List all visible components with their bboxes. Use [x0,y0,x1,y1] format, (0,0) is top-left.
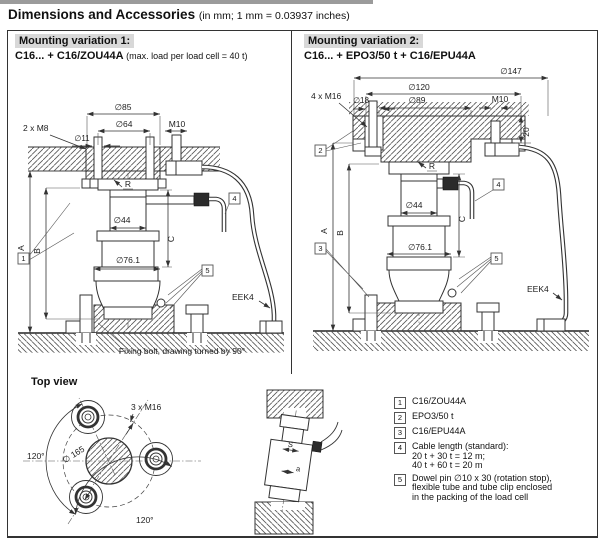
ceiling-and-plate [349,101,529,162]
cable-connector [194,193,209,206]
panel-divider [291,31,292,374]
cable-and-tube [458,147,566,331]
legend-number: 1 [394,397,406,409]
dim-d89: ∅89 [408,95,426,105]
dim-d147: ∅147 [500,66,522,76]
dim-d44: ∅44 [405,200,423,210]
dim-c: C [457,215,467,223]
dim-4xm16: 4 x M16 [311,91,342,101]
cable-connector [443,177,458,190]
cable-wires [321,422,342,450]
dim-d11: ∅11 [74,134,90,143]
dim-a: A [319,228,329,234]
label-eek4: EEK4 [232,292,254,302]
label-r: R [428,161,436,171]
page-title [8,7,350,22]
legend-item-4 [394,442,594,471]
angle-bottom-label: 120° [136,515,154,525]
legend-item-5 [394,474,594,503]
label-eek4: EEK4 [527,284,549,294]
ref-4: 4 [232,194,237,203]
page-title-text: Dimensions and Accessories [8,7,196,22]
legend-line: in the packing of the load cell [412,491,529,502]
dowel-pin [157,299,165,307]
legend-line: 40 t + 60 t = 20 m [412,460,483,470]
legend-line: flexible tube and tube clip enclosed [412,482,553,492]
dim-d44: ∅44 [113,215,131,225]
cable-clamp [260,321,282,333]
legend-item-1 [394,397,594,409]
bolt-top-left [72,401,105,434]
dim-b: B [32,248,42,254]
mounting-variation-2-diagram [303,61,599,381]
cable-clamp [537,319,565,331]
dim-d76: ∅76.1 [116,255,140,265]
dim-d165: ∅ 165 [60,443,87,466]
legend-line: Dowel pin ∅10 x 30 (rotation stop), [412,472,552,483]
legend-number: 2 [394,412,406,424]
ref-5: 5 [494,254,499,263]
legend-number: 4 [394,442,406,454]
legend-line: C16/ZOU44A [412,396,467,406]
variation2-heading: Mounting variation 2: [304,34,423,48]
ref-2: 2 [318,146,323,155]
top-view-diagram [19,389,244,535]
dim-b: B [335,230,345,236]
legend-line: C16/EPU44A [412,426,466,436]
legend-item-2 [394,412,594,424]
legend-line: 20 t + 30 t = 12 m; [412,450,486,461]
variation1-note: (max. load per load cell = 40 t) [126,51,248,61]
dim-m10: M10 [168,119,186,129]
dim-3xm16: 3 x M16 [131,402,162,412]
fixing-bolt-caption: Fixing bolt, drawing turned by 90° [118,346,246,356]
dim-20: 20 [521,127,531,137]
center-boss [86,438,132,484]
legend-number: 5 [394,474,406,486]
top-rule [0,0,373,4]
ref-5: 5 [205,266,210,275]
content-box [7,30,598,538]
dim-c: C [166,235,176,243]
ref-4: 4 [496,180,501,189]
dim-a: A [16,245,26,251]
dim-d18: ∅18 [353,96,369,105]
top-view-heading: Top view [31,376,78,388]
tilted-mounting-diagram [239,386,354,536]
legend-line: Cable length (standard): [412,441,509,451]
variation1-subtitle [15,50,247,62]
cable-and-tube [202,167,282,333]
dim-d85: ∅85 [114,102,132,112]
load-cell [387,159,458,323]
page-title-suffix: (in mm; 1 mm = 0.03937 inches) [198,10,350,22]
tilted-load-cell [261,408,326,516]
label-r: R [124,179,132,189]
ref-1: 1 [21,254,26,263]
legend [394,397,594,505]
dim-2xm8: 2 x M8 [23,123,49,133]
variation1-subtitle-text: C16... + C16/ZOU44A [15,50,124,62]
variation2-subtitle-text: C16... + EPO3/50 t + C16/EPU44A [304,50,476,62]
legend-number: 3 [394,427,406,439]
dim-m10: M10 [491,94,509,104]
dim-a: a [295,464,301,474]
legend-item-3 [394,427,594,439]
ref-3: 3 [318,244,323,253]
legend-line: EPO3/50 t [412,411,454,421]
cable-connector [312,441,322,452]
dim-d76: ∅76.1 [408,242,432,252]
dim-s: S [287,439,294,450]
angle-left-label: 120° [27,451,45,461]
dim-d64: ∅64 [115,119,133,129]
dowel-pin [448,289,456,297]
variation1-heading: Mounting variation 1: [15,34,134,48]
mounting-variation-1-diagram [10,83,290,383]
dim-d120: ∅120 [408,82,430,92]
